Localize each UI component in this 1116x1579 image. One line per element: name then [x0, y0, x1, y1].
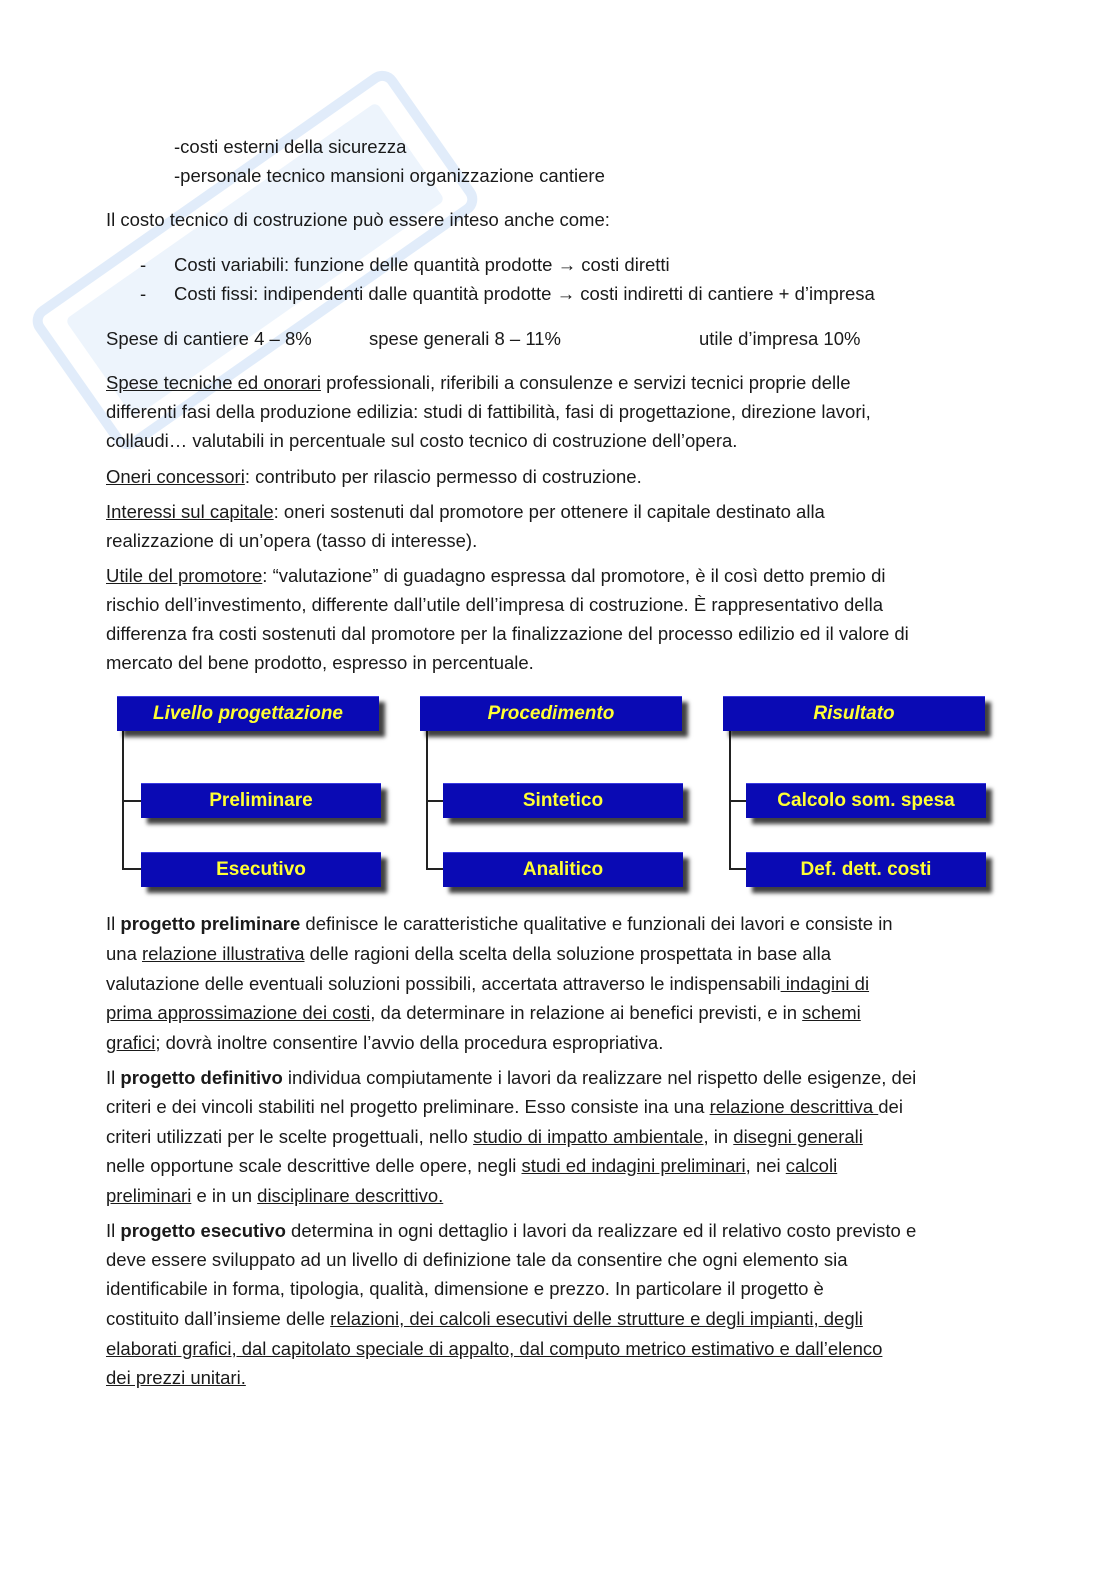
esec-line-3: identificabile in forma, tipologia, qualità, dimensione e prezzo. In particolare il progetto è — [106, 1278, 824, 1299]
paragraph-line: differenti fasi della produzione edilizia: studi di fattibilità, fasi di progettazione, direzione lavori, — [106, 401, 871, 422]
utile-impresa: utile d’impresa 10% — [699, 328, 861, 349]
defin-line-1: Il progetto definitivo individua compiutamente i lavori da realizzare nel rispetto delle esigenze, dei — [106, 1067, 917, 1088]
paragraph-line: rischio dell’investimento, differente dall’utile dell’impresa di costruzione. È rappresentativo della — [106, 594, 884, 615]
prelim-line-2: una relazione illustrativa delle ragioni della scelta della soluzione prospettata in base alla — [106, 943, 832, 964]
esec-line-4: costituito dall’insieme delle relazioni, dei calcoli esecutivi delle strutture e degli impianti, degli — [106, 1308, 863, 1329]
box-def-dett-costi: Def. dett. costi — [746, 852, 986, 887]
defin-line-3: criteri utilizzati per le scelte progettuali, nello studio di impatto ambientale, in disegni generali — [106, 1126, 863, 1147]
spese-cantiere: Spese di cantiere 4 – 8% — [106, 328, 312, 349]
box-preliminare: Preliminare — [141, 783, 381, 818]
esec-line-2: deve essere sviluppato ad un livello di definizione tale da consentire che ogni elemento sia — [106, 1249, 848, 1270]
bullet-dash: - — [140, 254, 147, 275]
bullet-item: Costi variabili: funzione delle quantità prodotte → costi diretti — [174, 254, 670, 275]
intro-paragraph: Il costo tecnico di costruzione può essere inteso anche come: — [106, 209, 610, 230]
utile-promotore-line: Utile del promotore: “valutazione” di guadagno espressa dal promotore, è il così detto premio di — [106, 565, 886, 586]
box-livello-progettazione: Livello progettazione — [117, 696, 379, 731]
spese-tecniche-line: Spese tecniche ed onorari professionali, riferibili a consulenze e servizi tecnici proprie delle — [106, 372, 851, 393]
interessi-line: Interessi sul capitale: oneri sostenuti dal promotore per ottenere il capitale destinato alla — [106, 501, 825, 522]
box-sintetico: Sintetico — [443, 783, 683, 818]
defin-line-5: preliminari e in un disciplinare descrittivo. — [106, 1185, 444, 1206]
esec-line-5: elaborati grafici, dal capitolato speciale di appalto, dal computo metrico estimativo e dall’elenco — [106, 1338, 883, 1359]
prelim-line-5: grafici; dovrà inoltre consentire l’avvio della procedura espropriativa. — [106, 1032, 664, 1053]
oneri-line: Oneri concessori: contributo per rilascio permesso di costruzione. — [106, 466, 642, 487]
esec-line-6: dei prezzi unitari. — [106, 1367, 246, 1388]
paragraph-line: collaudi… valutabili in percentuale sul costo tecnico di costruzione dell’opera. — [106, 430, 738, 451]
defin-line-4: nelle opportune scale descrittive delle opere, negli studi ed indagini preliminari, nei calcoli — [106, 1155, 838, 1176]
prelim-line-1: Il progetto preliminare definisce le caratteristiche qualitative e funzionali dei lavori e consiste in — [106, 913, 893, 934]
paragraph-line: differenza fra costi sostenuti dal promotore per la finalizzazione del processo edilizio ed il valore di — [106, 623, 909, 644]
esec-line-1: Il progetto esecutivo determina in ogni dettaglio i lavori da realizzare ed il relativo costo previsto e — [106, 1220, 917, 1241]
spese-generali: spese generali 8 – 11% — [369, 328, 561, 349]
box-risultato: Risultato — [723, 696, 985, 731]
prelim-line-3: valutazione delle eventuali soluzioni possibili, accertata attraverso le indispensabili indagini di — [106, 973, 870, 994]
list-item: -costi esterni della sicurezza — [174, 136, 407, 157]
box-procedimento: Procedimento — [420, 696, 682, 731]
box-esecutivo: Esecutivo — [141, 852, 381, 887]
defin-line-2: criteri e dei vincoli stabiliti nel progetto preliminare. Esso consiste ina una relazione descrittiva dei — [106, 1096, 903, 1117]
term: Interessi sul capitale — [106, 501, 274, 522]
box-analitico: Analitico — [443, 852, 683, 887]
term: Oneri concessori — [106, 466, 245, 487]
design-levels-diagram — [112, 690, 1007, 905]
paragraph-line: realizzazione di un’opera (tasso di interesse). — [106, 530, 478, 551]
term: Spese tecniche ed onorari — [106, 372, 321, 393]
list-item: -personale tecnico mansioni organizzazione cantiere — [174, 165, 605, 186]
term: Utile del promotore — [106, 565, 263, 586]
box-calcolo-somm-spesa: Calcolo som. spesa — [746, 783, 986, 818]
paragraph-line: mercato del bene prodotto, espresso in percentuale. — [106, 652, 534, 673]
prelim-line-4: prima approssimazione dei costi, da determinare in relazione ai benefici previsti, e in schemi — [106, 1002, 861, 1023]
bullet-dash: - — [140, 283, 147, 304]
bullet-item: Costi fissi: indipendenti dalle quantità prodotte → costi indiretti di cantiere + d’impresa — [174, 283, 875, 304]
